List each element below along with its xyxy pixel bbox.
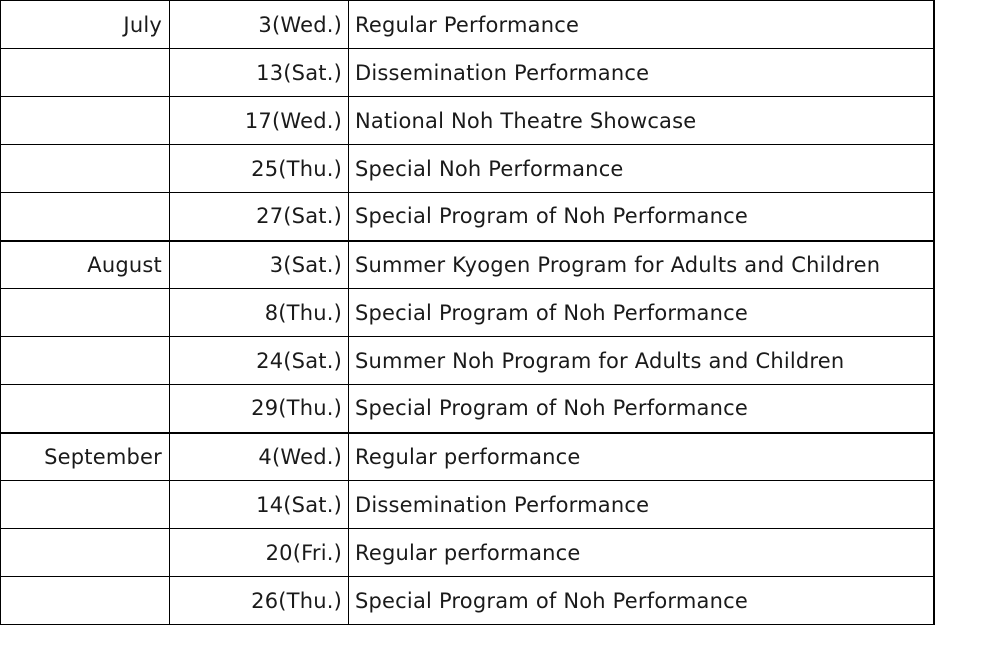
- event-cell: Regular Performance: [349, 1, 935, 49]
- month-cell: [1, 577, 170, 625]
- event-cell: Summer Noh Program for Adults and Children: [349, 337, 935, 385]
- date-cell: 26(Thu.): [170, 577, 349, 625]
- event-cell: Regular performance: [349, 433, 935, 481]
- month-cell: [1, 49, 170, 97]
- event-cell: Special Program of Noh Performance: [349, 385, 935, 433]
- event-cell: Dissemination Performance: [349, 49, 935, 97]
- month-cell: [1, 529, 170, 577]
- table-row: [1, 433, 935, 481]
- date-cell: 13(Sat.): [170, 49, 349, 97]
- table-row: [1, 145, 935, 193]
- date-cell: 3(Wed.): [170, 1, 349, 49]
- event-cell: Summer Kyogen Program for Adults and Children: [349, 241, 935, 289]
- event-cell: Special Program of Noh Performance: [349, 577, 935, 625]
- month-cell: August: [1, 241, 170, 289]
- schedule-body: [1, 1, 935, 625]
- event-cell: Special Program of Noh Performance: [349, 193, 935, 241]
- table-row: [1, 49, 935, 97]
- date-cell: 3(Sat.): [170, 241, 349, 289]
- event-cell: Dissemination Performance: [349, 481, 935, 529]
- date-cell: 24(Sat.): [170, 337, 349, 385]
- month-cell: July: [1, 1, 170, 49]
- table-row: [1, 385, 935, 433]
- event-cell: Special Program of Noh Performance: [349, 289, 935, 337]
- month-cell: [1, 145, 170, 193]
- date-cell: 20(Fri.): [170, 529, 349, 577]
- date-cell: 14(Sat.): [170, 481, 349, 529]
- event-cell: National Noh Theatre Showcase: [349, 97, 935, 145]
- date-cell: 25(Thu.): [170, 145, 349, 193]
- event-cell: Regular performance: [349, 529, 935, 577]
- month-cell: [1, 193, 170, 241]
- date-cell: 29(Thu.): [170, 385, 349, 433]
- date-cell: 4(Wed.): [170, 433, 349, 481]
- table-row: [1, 193, 935, 241]
- table-row: [1, 289, 935, 337]
- month-cell: [1, 481, 170, 529]
- month-cell: [1, 385, 170, 433]
- table-row: [1, 481, 935, 529]
- table-row: [1, 241, 935, 289]
- date-cell: 17(Wed.): [170, 97, 349, 145]
- month-cell: [1, 337, 170, 385]
- month-cell: [1, 97, 170, 145]
- event-cell: Special Noh Performance: [349, 145, 935, 193]
- month-cell: [1, 289, 170, 337]
- table-row: [1, 337, 935, 385]
- table-row: [1, 529, 935, 577]
- date-cell: 8(Thu.): [170, 289, 349, 337]
- table-row: [1, 1, 935, 49]
- table-row: [1, 97, 935, 145]
- table-row: [1, 577, 935, 625]
- month-cell: September: [1, 433, 170, 481]
- date-cell: 27(Sat.): [170, 193, 349, 241]
